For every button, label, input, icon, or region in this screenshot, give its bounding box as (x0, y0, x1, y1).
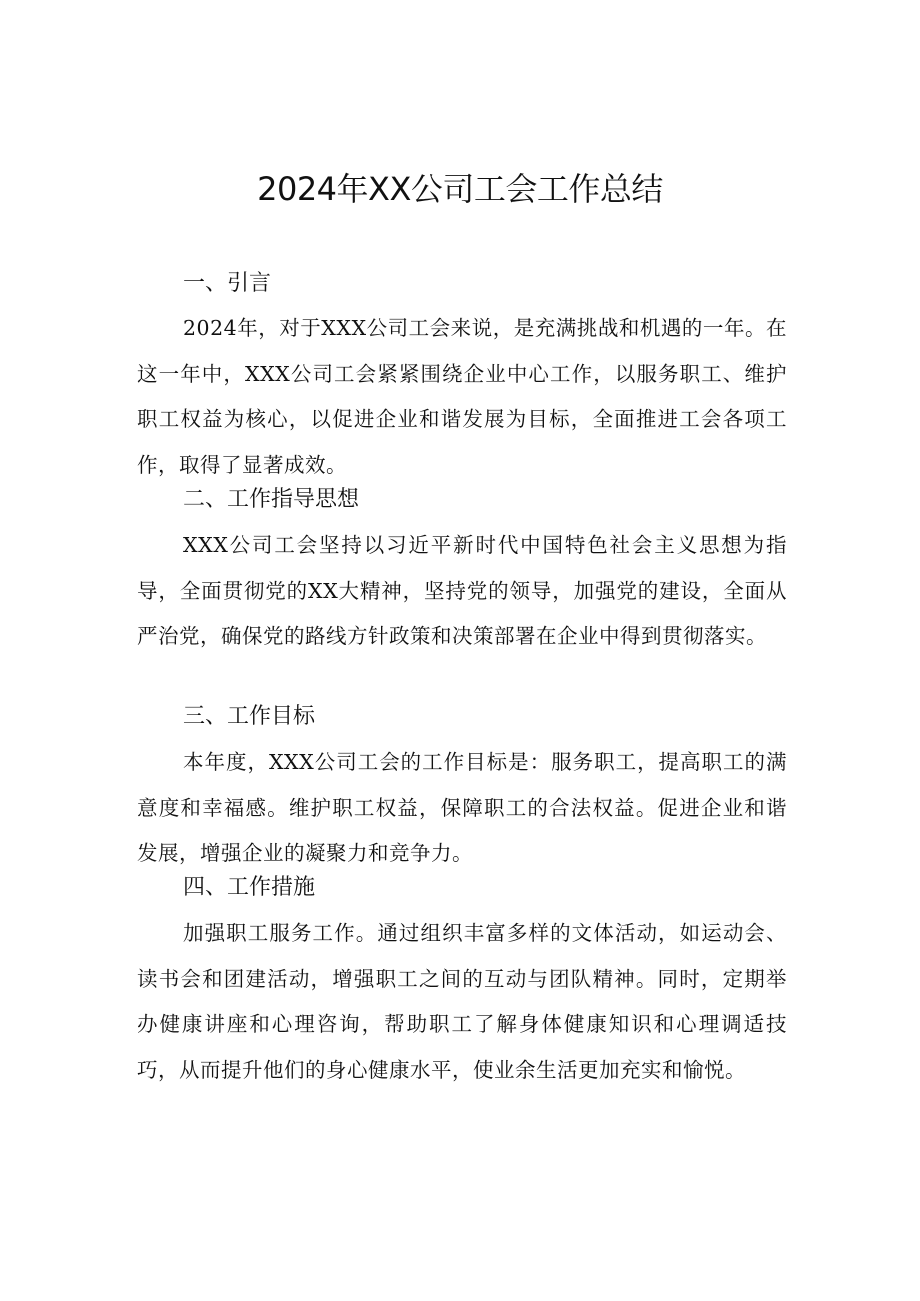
section-heading-work-measures: 四、工作措施 (183, 875, 316, 900)
section-heading-introduction: 一、引言 (183, 271, 272, 296)
section-paragraph-work-measures: 加强职工服务工作。通过组织丰富多样的文体活动，如运动会、读书会和团建活动，增强职工之间的互动与团队精神。同时，定期举办健康讲座和心理咨询，帮助职工了解身体健康知识和心理调适技巧，从而提升他们的身心健康水平，使业余生活更加充实和愉悦。 (137, 921, 787, 1082)
section-paragraph-guiding-ideology: XXX公司工会坚持以习近平新时代中国特色社会主义思想为指导，全面贯彻党的XX大精神，坚持党的领导，加强党的建设，全面从严治党，确保党的路线方针政策和决策部署在企业中得到贯彻落实。 (137, 533, 787, 648)
section-paragraph-work-goals: 本年度，XXX公司工会的工作目标是：服务职工，提高职工的满意度和幸福感。维护职工权益，保障职工的合法权益。促进企业和谐发展，增强企业的凝聚力和竞争力。 (137, 750, 787, 865)
section-heading-guiding-ideology: 二、工作指导思想 (183, 487, 360, 512)
section-heading-work-goals: 三、工作目标 (183, 704, 316, 729)
section-paragraph-introduction: 2024年，对于XXX公司工会来说，是充满挑战和机遇的一年。在这一年中，XXX公司工会紧紧围绕企业中心工作，以服务职工、维护职工权益为核心，以促进企业和谐发展为目标，全面推进工会各项工作，取得了显著成效。 (137, 316, 787, 477)
document-title: 2024年XX公司工会工作总结 (257, 170, 663, 208)
